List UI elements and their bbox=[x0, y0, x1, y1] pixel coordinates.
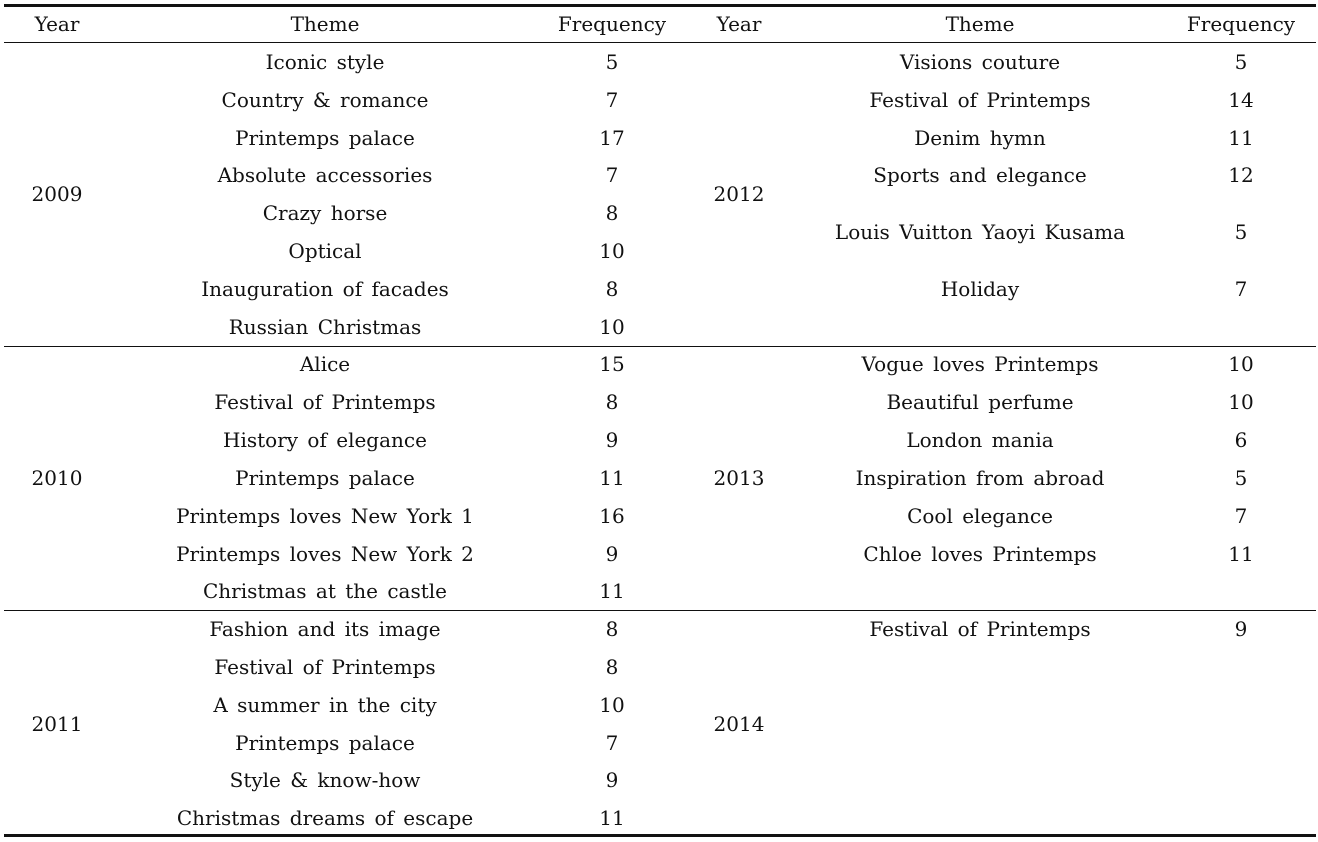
header-rule bbox=[4, 42, 1316, 43]
theme-cell: Festival of Printemps bbox=[869, 88, 1091, 112]
header-frequency-right: Frequency bbox=[1186, 12, 1296, 36]
frequency-cell: 11 bbox=[599, 579, 625, 603]
theme-cell: Holiday bbox=[940, 277, 1020, 301]
theme-cell: Vogue loves Printemps bbox=[861, 352, 1099, 376]
frequency-cell: 8 bbox=[605, 277, 619, 301]
frequency-cell: 7 bbox=[605, 163, 619, 187]
frequency-cell: 7 bbox=[1234, 504, 1248, 528]
theme-cell: Style & know-how bbox=[229, 768, 421, 792]
frequency-cell: 9 bbox=[605, 428, 619, 452]
header-frequency-left: Frequency bbox=[557, 12, 667, 36]
theme-cell: London mania bbox=[906, 428, 1054, 452]
frequency-cell: 9 bbox=[605, 768, 619, 792]
theme-cell: Russian Christmas bbox=[228, 315, 422, 339]
year-cell: 2010 bbox=[31, 466, 83, 490]
theme-cell: Printemps loves New York 2 bbox=[176, 542, 474, 566]
theme-cell: A summer in the city bbox=[213, 693, 437, 717]
frequency-cell: 16 bbox=[599, 504, 625, 528]
theme-cell: Sports and elegance bbox=[873, 163, 1087, 187]
frequency-cell: 5 bbox=[1234, 50, 1248, 74]
frequency-cell: 8 bbox=[605, 201, 619, 225]
frequency-cell: 7 bbox=[605, 731, 619, 755]
header-theme-left: Theme bbox=[290, 12, 360, 36]
frequency-cell: 8 bbox=[605, 655, 619, 679]
frequency-cell: 14 bbox=[1228, 88, 1254, 112]
theme-cell: Beautiful perfume bbox=[886, 390, 1074, 414]
frequency-cell: 11 bbox=[599, 806, 625, 830]
theme-cell: Alice bbox=[299, 352, 351, 376]
frequency-cell: 11 bbox=[1228, 126, 1254, 150]
theme-cell: Christmas at the castle bbox=[202, 579, 448, 603]
theme-cell: Christmas dreams of escape bbox=[176, 806, 474, 830]
theme-cell: Louis Vuitton Yaoyi Kusama bbox=[834, 220, 1126, 244]
theme-cell: Absolute accessories bbox=[217, 163, 433, 187]
theme-cell: Country & romance bbox=[221, 88, 429, 112]
table-top-rule bbox=[4, 4, 1316, 7]
theme-cell: Denim hymn bbox=[914, 126, 1046, 150]
theme-cell: Festival of Printemps bbox=[214, 655, 436, 679]
header-theme-right: Theme bbox=[945, 12, 1015, 36]
frequency-cell: 10 bbox=[599, 239, 625, 263]
frequency-cell: 11 bbox=[1228, 542, 1254, 566]
year-cell: 2011 bbox=[31, 712, 83, 736]
group-separator-rule bbox=[4, 610, 1316, 611]
frequency-cell: 10 bbox=[599, 315, 625, 339]
frequency-cell: 7 bbox=[1234, 277, 1248, 301]
year-cell: 2009 bbox=[31, 182, 83, 206]
frequency-cell: 8 bbox=[605, 617, 619, 641]
header-year-right: Year bbox=[716, 12, 762, 36]
frequency-cell: 5 bbox=[1234, 466, 1248, 490]
theme-cell: Optical bbox=[288, 239, 362, 263]
table-bottom-rule bbox=[4, 834, 1316, 837]
frequency-cell: 7 bbox=[605, 88, 619, 112]
frequency-cell: 10 bbox=[1228, 352, 1254, 376]
theme-cell: Cool elegance bbox=[907, 504, 1053, 528]
year-cell: 2012 bbox=[713, 182, 765, 206]
year-cell: 2014 bbox=[713, 712, 765, 736]
theme-cell: Printemps loves New York 1 bbox=[176, 504, 474, 528]
frequency-cell: 11 bbox=[599, 466, 625, 490]
frequency-cell: 12 bbox=[1228, 163, 1254, 187]
theme-cell: Crazy horse bbox=[262, 201, 388, 225]
frequency-cell: 6 bbox=[1234, 428, 1248, 452]
theme-cell: Visions couture bbox=[899, 50, 1061, 74]
frequency-cell: 17 bbox=[599, 126, 625, 150]
theme-cell: Festival of Printemps bbox=[214, 390, 436, 414]
theme-cell: Printemps palace bbox=[235, 126, 415, 150]
frequency-cell: 15 bbox=[599, 352, 625, 376]
year-cell: 2013 bbox=[713, 466, 765, 490]
theme-cell: Iconic style bbox=[265, 50, 385, 74]
header-year-left: Year bbox=[34, 12, 80, 36]
frequency-cell: 9 bbox=[1234, 617, 1248, 641]
frequency-cell: 5 bbox=[1234, 220, 1248, 244]
frequency-cell: 10 bbox=[599, 693, 625, 717]
frequency-cell: 8 bbox=[605, 390, 619, 414]
theme-cell: Fashion and its image bbox=[209, 617, 441, 641]
frequency-cell: 9 bbox=[605, 542, 619, 566]
theme-cell: Printemps palace bbox=[235, 731, 415, 755]
theme-cell: Chloe loves Printemps bbox=[863, 542, 1097, 566]
theme-cell: Inauguration of facades bbox=[201, 277, 449, 301]
theme-cell: Festival of Printemps bbox=[869, 617, 1091, 641]
theme-cell: Inspiration from abroad bbox=[855, 466, 1105, 490]
theme-cell: History of elegance bbox=[223, 428, 427, 452]
group-separator-rule bbox=[4, 346, 1316, 347]
frequency-cell: 10 bbox=[1228, 390, 1254, 414]
frequency-cell: 5 bbox=[605, 50, 619, 74]
theme-cell: Printemps palace bbox=[235, 466, 415, 490]
